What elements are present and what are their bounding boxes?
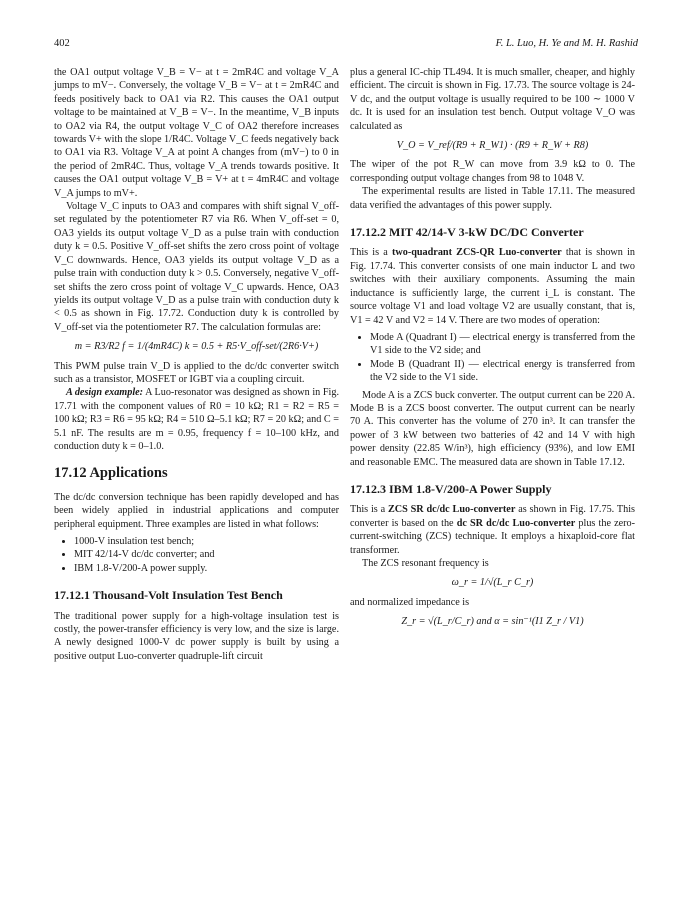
left-column: [54, 66, 339, 663]
text: plus the zero-current-switching (ZCS) technique. It employs a hixaploid-core flat transformer.: [350, 517, 636, 556]
list-item: • IBM 1.8-V/200-A power supply.: [74, 562, 339, 575]
paragraph: The experimental results are listed in Table 17.11. The measured data verified the advantages of this power supply.: [350, 186, 635, 211]
paragraph: The traditional power supply for a high-voltage insulation test is costly, the power-transfer efficiency is very low, and the size is large. A newly designed 1000-V dc power supply is built by using a positive output Luo-converter quadruple-lift circuit: [54, 610, 339, 662]
page-number: 402: [54, 38, 70, 49]
text: This is a: [350, 504, 388, 516]
equation: Z_r = √(L_r/C_r) and α = sin⁻¹(I1 Z_r / V1): [401, 616, 584, 628]
paragraph: Mode A is a ZCS buck converter. The output current can be 220 A. Mode B is a ZCS boost converter. The output current can be nearly 70 A. This converter has the volume of 270 in³. It can transfer the power of 3 kW between two batteries of 42 and 14 V with high power density (22.85 W/in³), high efficiency (93%), and low EMI and reasonable EMC. The measured data are shown in Table 17.12.: [350, 389, 635, 468]
running-header: F. L. Luo, H. Ye and M. H. Rashid: [495, 38, 638, 49]
bold-term: dc SR dc/dc Luo-converter: [456, 517, 576, 529]
paragraph: The ZCS resonant frequency is: [362, 558, 489, 569]
text: as shown in Fig. 17.75. This converter is based on the: [350, 504, 635, 529]
subsection-heading: 17.12.1 Thousand-Volt Insulation Test Bench: [54, 588, 283, 603]
paragraph: [350, 503, 635, 557]
section-heading: 17.12 Applications: [54, 465, 168, 482]
list-item: • MIT 42/14-V dc/dc converter; and: [74, 548, 339, 561]
bold-term: ZCS SR dc/dc Luo-converter: [387, 504, 516, 516]
right-column: [350, 66, 635, 635]
modes-list: [350, 331, 635, 385]
applications-list: [54, 535, 339, 575]
list-item: • Mode B (Quadrant II) — electrical energy is transferred from the V2 side to the V1 side.: [370, 358, 635, 385]
paragraph-text: A Luo-resonator was designed as shown in Fig. 17.71 with the component values of R0 = 10 kΩ; R1 = R2 = R5 = 100 kΩ; R3 = R6 = 95 kΩ; R4 = 510 Ω–5.1 kΩ; R7 = 20 kΩ; and C = 5.1 nF. The results are m = 0.95, frequency f = 10–100 kHz, and conduction duty k = 0–1.0.: [54, 387, 339, 452]
paragraph: plus a general IC-chip TL494. It is much smaller, cheaper, and highly efficient. The circuit is shown in Fig. 17.73. The source voltage is 24-V dc, and the output voltage is usually required to be 100 ∼ 1000 V dc. It is used for an insulation test bench. Output voltage V_O was calculated as: [350, 67, 635, 132]
subsection-heading: 17.12.3 IBM 1.8-V/200-A Power Supply: [350, 481, 552, 496]
text: This is a: [350, 247, 392, 259]
equation: V_O = V_ref/(R9 + R_W1) · (R9 + R_W + R8): [396, 140, 589, 152]
paragraph: This PWM pulse train V_D is applied to the dc/dc converter switch such as a transistor, MOSFET or IGBT via a coupling circuit.: [54, 360, 339, 385]
paragraph: [54, 386, 339, 453]
paragraph: and normalized impedance is: [350, 596, 470, 608]
list-item: • 1000-V insulation test bench;: [74, 535, 339, 548]
design-example-lead: A design example:: [66, 387, 144, 399]
paragraph: the OA1 output voltage V_B = V− at t = 2mR4C and voltage V_A jumps to mV−. Conversely, the voltage V_B = V− at t = 2mR4C and feeds positively back to OA1 via R2. This causes the OA1 output voltage to be maintained at V_B = V−. In the meantime, V_B inputs to OA2 via R4, the output voltage V_C of OA2 therefore increases towards V+ with the slope 1/R4C. Voltage V_C feeds negatively back to OA1 via R3. Voltage V_A at point A changes from (mV−) to 0 in the period of 2mR4C. Thus, voltage V_A trends towards positive. It causes the OA1 output voltage V_B = V+ at t = 4mR4C and voltage V_A jumps to mV+.: [54, 67, 339, 199]
list-item: • Mode A (Quadrant I) — electrical energy is transferred from the V1 side to the V2 side; and: [370, 331, 635, 358]
text: that is shown in Fig. 17.74. This converter consists of one main inductor L and two switches with their auxiliary components. Assuming the main inductance is sufficiently large, the current i_L is constant. The source voltage V1 and load voltage V2 are usually constant, that is, V1 = 42 V and V2 = 14 V. There are two modes of operation:: [350, 247, 635, 326]
paragraph: The wiper of the pot R_W can move from 3.9 kΩ to 0. The corresponding output voltage changes from 98 to 1048 V.: [350, 159, 635, 184]
equation: m = R3/R2 f = 1/(4mR4C) k = 0.5 + R5·V_off-set/(2R6·V+): [74, 341, 319, 353]
paragraph: Voltage V_C inputs to OA3 and compares with shift signal V_off-set regulated by the potentiometer R7 via R6. When V_off-set = 0, OA3 yields its output voltage V_D as a pulse train with conduction duty k = 0.5. Positive V_off-set shifts the zero cross point of voltage V_C downwards. Hence, OA3 yields its output voltage V_D as a pulse train with conduction duty k > 0.5. Conversely, negative V_off-set shifts the zero cross point of voltage V_C upwards. Hence, OA3 yields its output voltage V_D as a pulse train with conduction duty k < 0.5 as shown in Fig. 17.72. Conduction duty k is controlled by V_off-set via the potentiometer R7. The calculation formulas are:: [54, 201, 339, 333]
paragraph: The dc/dc conversion technique has been rapidly developed and has been widely applied in industrial applications and computer peripheral equipment. Three examples are listed in what follows:: [54, 491, 339, 530]
paragraph: [350, 246, 635, 326]
bold-term: two-quadrant ZCS-QR Luo-converter: [391, 247, 562, 259]
equation: ω_r = 1/√(L_r C_r): [451, 577, 534, 589]
subsection-heading: 17.12.2 MIT 42/14-V 3-kW DC/DC Converter: [350, 225, 584, 240]
